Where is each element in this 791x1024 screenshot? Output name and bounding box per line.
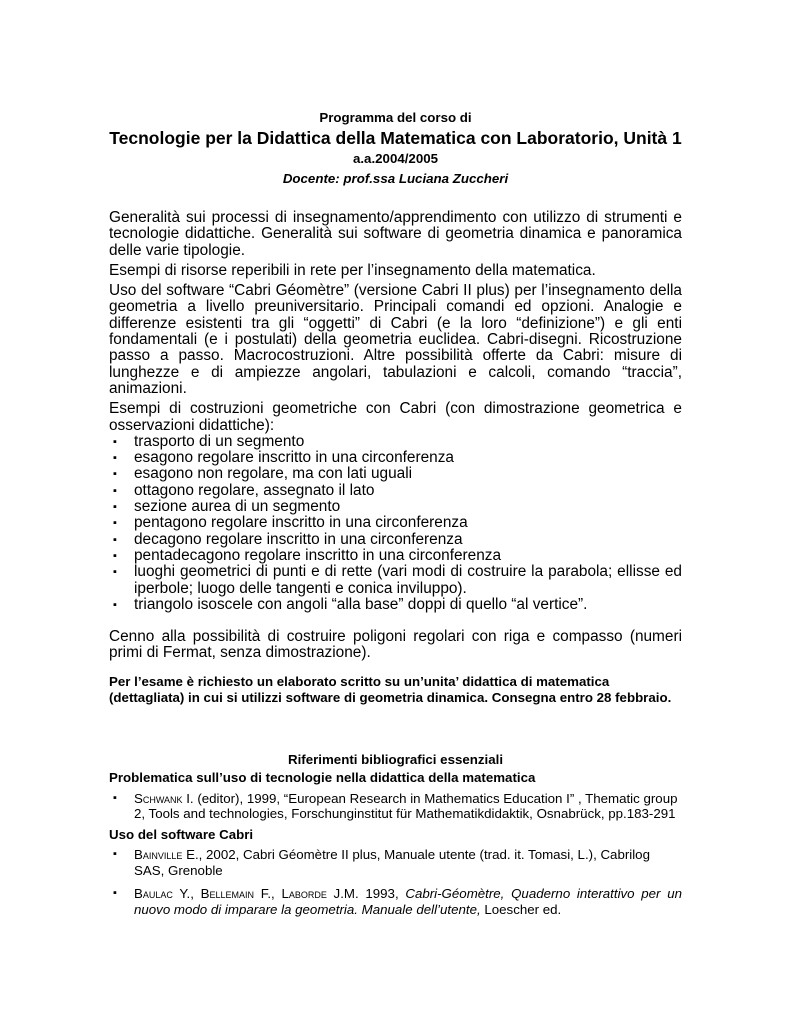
author: Schwank (134, 790, 183, 806)
bibliography-section: Uso del software Cabri (109, 826, 254, 842)
list-item: ▪ ottagono regolare, assegnato il lato (109, 483, 682, 499)
author: Laborde (281, 886, 327, 901)
program-body (109, 210, 682, 662)
reference-list (109, 847, 682, 917)
paragraph: Esempi di risorse reperibili in rete per l’insegnamento della matematica. (109, 261, 596, 279)
reference-item (109, 847, 682, 878)
list-item: ▪ sezione aurea di un segmento (109, 499, 682, 515)
exam-note: Per l’esame è richiesto un elaborato scritto su un’unita’ didattica di matematica (dettagliata) in cui si utilizzi software di geometria dinamica. Consegna entro 28 febbraio. (109, 674, 672, 705)
academic-year: a.a.2004/2005 (352, 151, 439, 166)
paragraph: Cenno alla possibilità di costruire poligoni regolari con riga e compasso (numeri primi di Fermat, senza dimostrazione). (109, 628, 682, 662)
reference-text: J.M. 1993, (326, 886, 406, 901)
reference-text: E., 2002, Cabri Géomètre II plus, Manuale utente (trad. it. Tomasi, L.), Cabrilog SAS, Grenoble (134, 847, 650, 878)
reference-text: I. (editor), 1999, “European Research in Mathematics Education I” , Thematic group 2, Tools and technologies, Forschunginstitut für Mathematikdidaktik, Osnabrück, pp.183-291 (134, 790, 678, 821)
author: Baulac (134, 886, 173, 901)
list-item: ▪ luoghi geometrici di punti e di rette (vari modi di costruire la parabola; ellisse ed iperbole; luogo delle tangenti e conica inviluppo). (109, 564, 682, 597)
reference-list (109, 791, 682, 822)
list-item: ▪ esagono non regolare, ma con lati uguali (109, 466, 682, 482)
list-item: ▪ trasporto di un segmento (109, 434, 682, 450)
list-item: ▪ pentadecagono regolare inscritto in una circonferenza (109, 548, 682, 564)
bibliography-section: Problematica sull’uso di tecnologie nella didattica della matematica (109, 770, 536, 785)
author: Bellemain (200, 886, 254, 901)
book-title: Cabri-Géomètre, Quaderno interattivo per un nuovo modo di imparare la geometria. Manuale dell’utente, (134, 886, 682, 917)
paragraph: Esempi di costruzioni geometriche con Cabri (con dimostrazione geometrica e osservazioni didattiche): (109, 400, 682, 434)
publisher: Loescher ed. (480, 901, 562, 917)
reference-text: Y., (172, 886, 201, 901)
paragraph: Generalità sui processi di insegnamento/apprendimento con utilizzo di strumenti e tecnologie didattiche. Generalità sui software di geometria dinamica e panoramica delle varie tipologie. (109, 209, 682, 259)
list-item: ▪ decagono regolare inscritto in una circonferenza (109, 532, 682, 548)
author: Bainville (134, 847, 183, 862)
reference-item (109, 791, 682, 822)
constructions-list (109, 434, 682, 613)
reference-item (109, 886, 682, 917)
course-label: Programma del corso di (319, 110, 472, 125)
list-item: ▪ esagono regolare inscritto in una circonferenza (109, 450, 682, 466)
list-item: ▪ triangolo isoscele con angoli “alla base” doppi di quello “al vertice”. (109, 597, 682, 613)
teacher: Docente: prof.ssa Luciana Zuccheri (282, 171, 509, 186)
bibliography-title: Riferimenti bibliografici essenziali (287, 752, 504, 767)
list-item: ▪ pentagono regolare inscritto in una circonferenza (109, 515, 682, 531)
reference-text: F., (254, 886, 282, 901)
paragraph: Uso del software “Cabri Géomètre” (versione Cabri II plus) per l’insegnamento della geometria a livello preuniversitario. Principali comandi ed opzioni. Analogie e differenze esistenti tra gli “oggetti” di Cabri (e la loro “definizione”) e gli enti fondamentali (e i postulati) della geometria euclidea. Cabri-disegni. Ricostruzione passo a passo. Macrocostruzioni. Altre possibilità offerte da Cabri: misure di lunghezze e di ampiezze angolari, tabulazioni e calcoli, comando “traccia”, animazioni. (109, 282, 682, 397)
page-title: Tecnologie per la Didattica della Matematica con Laboratorio, Unità 1 (109, 128, 682, 148)
bibliography (109, 770, 682, 917)
